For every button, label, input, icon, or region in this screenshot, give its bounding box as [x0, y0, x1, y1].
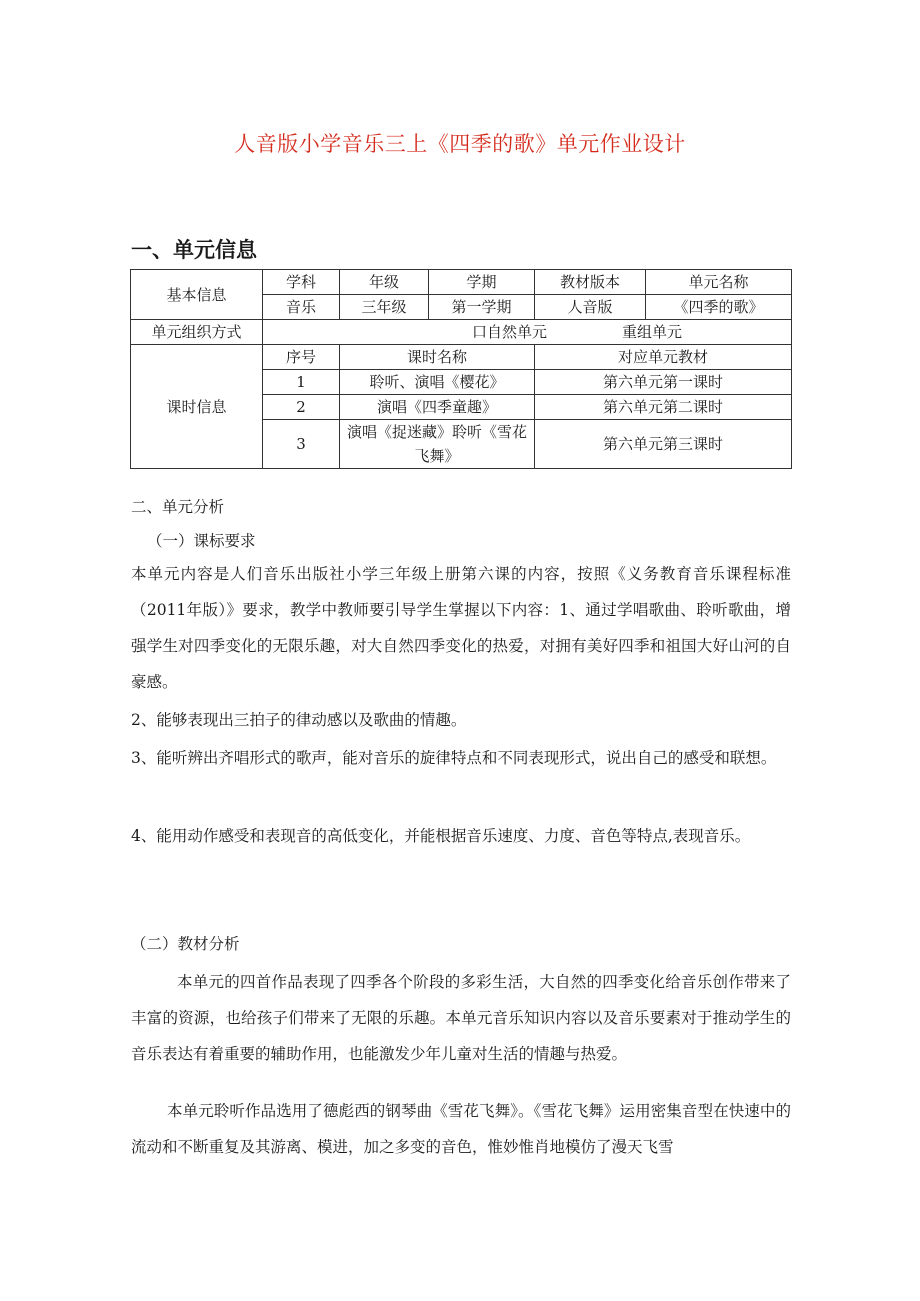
header-grade: 年级: [340, 270, 429, 295]
lesson-material: 第六单元第三课时: [535, 420, 792, 469]
subheading-curriculum: （一）课标要求: [147, 532, 256, 550]
value-unit-name: 《四季的歌》: [646, 295, 792, 320]
org-label: 单元组织方式: [131, 320, 263, 345]
org-options: [263, 320, 792, 345]
document-title: 人音版小学音乐三上《四季的歌》单元作业设计: [234, 132, 686, 156]
lesson-no: 3: [263, 420, 340, 469]
subheading-material-analysis: （二）教材分析: [131, 935, 240, 953]
lesson-no: 2: [263, 395, 340, 420]
lesson-no: 1: [263, 370, 340, 395]
lesson-name: 演唱《四季童趣》: [340, 395, 535, 420]
value-term: 第一学期: [429, 295, 535, 320]
lesson-name: 演唱《捉迷藏》聆听《雪花飞舞》: [340, 420, 535, 469]
paragraph-curriculum: 本单元内容是人们音乐出版社小学三年级上册第六课的内容，按照《义务教育音乐课程标准（2011年版）》要求，教学中教师要引导学生掌握以下内容：1、通过学唱歌曲、聆听歌曲，增强学生对四季变化的无限乐趣，对大自然四季变化的热爱，对拥有美好四季和祖国大好山河的自豪感。: [131, 565, 791, 691]
paragraph-item-4: 4、能用动作感受和表现音的高低变化，并能根据音乐速度、力度、音色等特点,表现音乐。: [131, 827, 751, 845]
lesson-header-name: 课时名称: [340, 345, 535, 370]
header-edition: 教材版本: [535, 270, 646, 295]
value-subject: 音乐: [263, 295, 340, 320]
paragraph-item-3: 3、能听辨出齐唱形式的歌声，能对音乐的旋律特点和不同表现形式，说出自己的感受和联想。: [131, 749, 777, 767]
paragraph-material-2: 本单元聆听作品选用了德彪西的钢琴曲《雪花飞舞》。《雪花飞舞》运用密集音型在快速中的流动和不断重复及其游离、模进，加之多变的音色，惟妙惟肖地模仿了漫天飞雪: [131, 1102, 791, 1156]
section-heading-unit-analysis: 二、单元分析: [131, 498, 225, 516]
unit-info-table: [130, 269, 792, 469]
lesson-name: 聆听、演唱《樱花》: [340, 370, 535, 395]
paragraph-material-1: 本单元的四首作品表现了四季各个阶段的多彩生活，大自然的四季变化给音乐创作带来了丰富的资源，也给孩子们带来了无限的乐趣。本单元音乐知识内容以及音乐要素对于推动学生的音乐表达有着重要的辅助作用，也能激发少年儿童对生活的情趣与热爱。: [131, 973, 791, 1063]
lesson-header-no: 序号: [263, 345, 340, 370]
section-heading-unit-info: 一、单元信息: [131, 238, 257, 262]
header-subject: 学科: [263, 270, 340, 295]
org-option-regroup: 重组单元: [622, 323, 683, 341]
lesson-material: 第六单元第一课时: [535, 370, 792, 395]
lesson-info-label: 课时信息: [131, 345, 263, 469]
paragraph-item-2: 2、能够表现出三拍子的律动感以及歌曲的情趣。: [131, 711, 467, 729]
lesson-header-material: 对应单元教材: [535, 345, 792, 370]
header-unit-name: 单元名称: [646, 270, 792, 295]
basic-info-label: 基本信息: [131, 270, 263, 320]
lesson-material: 第六单元第二课时: [535, 395, 792, 420]
value-edition: 人音版: [535, 295, 646, 320]
value-grade: 三年级: [340, 295, 429, 320]
header-term: 学期: [429, 270, 535, 295]
org-option-natural: 口自然单元: [471, 323, 547, 341]
